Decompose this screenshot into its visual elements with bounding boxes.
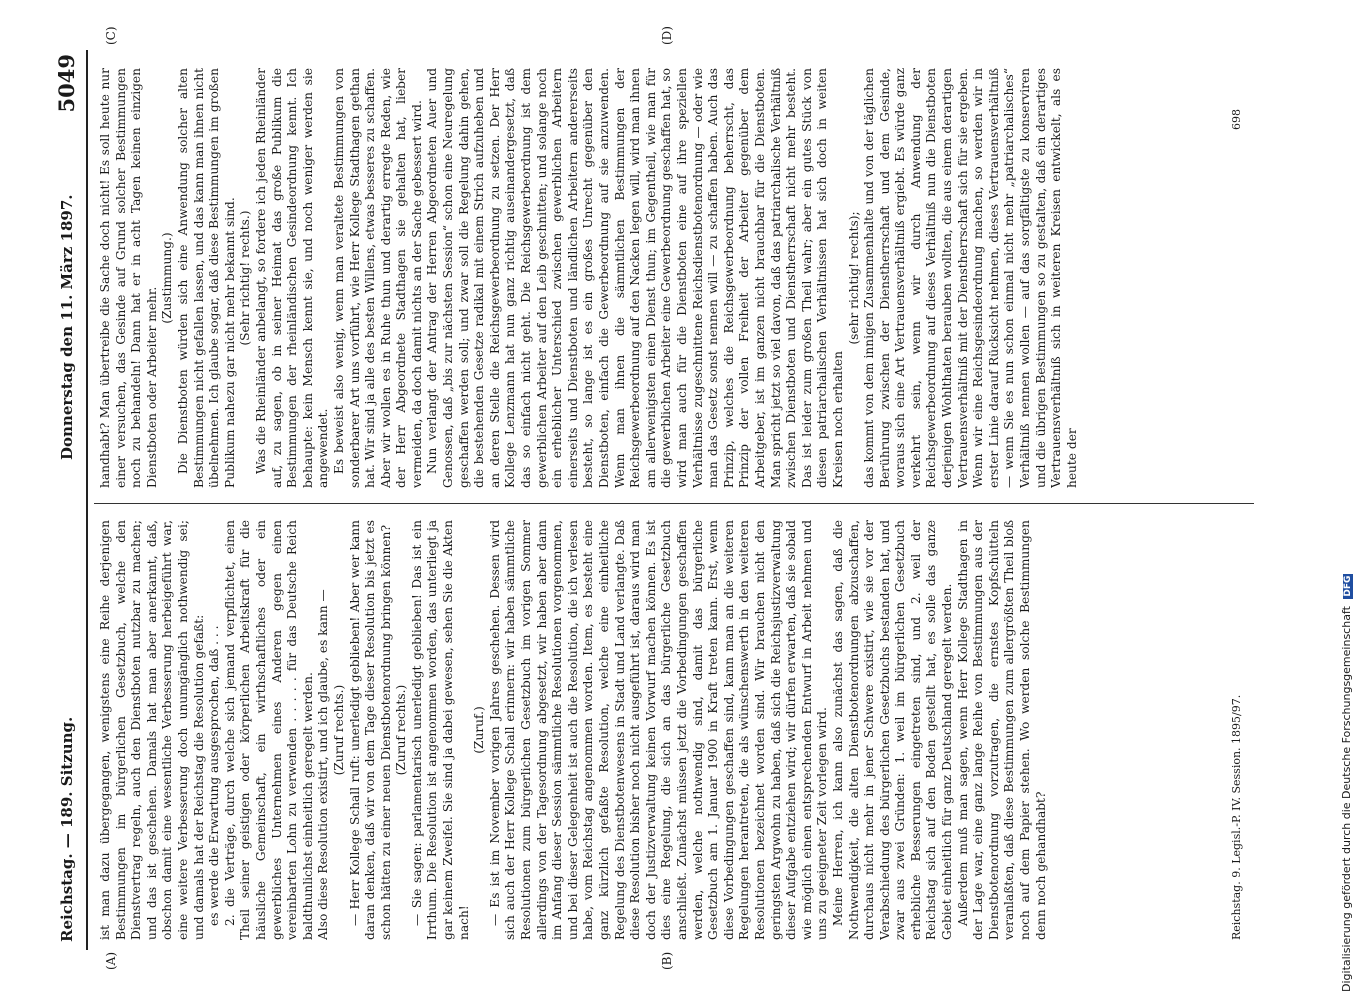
paragraph: Außerdem muß man sagen, wenn Herr Kollege Stadthagen in der Lage war, eine ganz lange Reihe von Bestimmungen aus der Dienstbotenordnung vorzutragen, die ernstes Kopfschütteln veranlaßten, daß diese Bestimmungen zum allergrößten Theil bloß noch auf dem Papier stehen. Wo werden solche Bestimmungen denn noch gehandhabt? [955, 520, 1048, 940]
paragraph: — Sie sagen: parlamentarisch unerledigt geblieben! Das ist ein Irrthum. Die Resolution ist angenommen worden, das unterliegt ja gar keinem Zweifel. Sie sind ja dabei gewesen, sehen Sie die Akten nach! [409, 520, 471, 940]
margin-mark-d: (D) [660, 26, 674, 45]
interjection: (Zuruf.) [472, 706, 487, 754]
header-date: Donnerstag den 11. März 1897. [58, 194, 76, 460]
paragraph: das kommt von dem innigen Zusammenhalte und von der täglichen Berührung zwischen der Dienstherrschaft und dem Gesinde, woraus sich eine Art Vertrauensverhältniß ergiebt. Es würde ganz verkehrt sein, wenn wir durch Anwendung der Reichsgewerbeordnung auf dieses Verhältniß nun die Dienstboten derjenigen Wohlthaten berauben wollten, die aus einem derartigen Vertrauensverhältniß mit der Dienstherrschaft sich für sie ergeben. Wenn wir eine Reichsgesindeordnung machen, so werden wir in erster Linie darauf Rücksicht nehmen, dieses Vertrauensverhältniß — wenn Sie es nun schon einmal nicht mehr „patriarchalisches“ Verhältniß nennen wollen — auf das sorgfältigste zu konserviren und die übrigen Bestimmungen so zu gestalten, daß ein derartiges Vertrauensverhältniß sich in weiteren Kreisen entwickelt, als es heute der [862, 68, 1079, 488]
footer-signature: Reichstag. 9. Legisl.-P. IV. Session. 1895/97. [1230, 694, 1243, 940]
margin-mark-c: (C) [104, 26, 118, 45]
digitization-credit [1340, 8, 1353, 992]
paragraph: Meine Herren, ich kann also zunächst das sagen, daß die Nothwendigkeit, die alten Dienstbotenordnungen abzuschaffen, durchaus nicht mehr in jener Schwere existirt, wie sie vor der Verabschiedung des bürgerlichen Gesetzbuchs bestanden hat, und zwar aus zwei Gründen: 1. weil im bürgerlichen Gesetzbuch erhebliche Besserungen eingetreten sind, und 2. weil der Reichstag sich auf den Boden gestellt hat, es solle das ganze Gebiet einheitlich für ganz Deutschland geregelt werden. [830, 520, 955, 940]
paragraph: handhabt? Man übertreibe die Sache doch nicht! Es soll heute nur einer versuchen, das Gesinde auf Grund solcher Bestimmungen noch zu behandeln! Dann hat er in acht Tagen keinen einzigen Dienstboten oder Arbeiter mehr. [98, 68, 159, 488]
interjection: (sehr richtig! rechts); [846, 211, 861, 345]
paragraph: Also diese Resolution existirt, und ich glaube, es kann — [316, 589, 331, 940]
paragraph: ist man dazu übergegangen, wenigstens eine Reihe derjenigen Bestimmungen im bürgerlichen Gesetzbuch, welche den Dienstvertrag regeln, auch den Dienstboten nutzbar zu machen; und das ist geschehen. Damals hat man aber anerkannt, daß, obschon damit eine wesentliche Verbesserung herbeigeführt war, eine weitere Verbesserung doch unumgänglich nothwendig sei; und damals hat der Reichstag die Resolution gefaßt: [98, 520, 206, 940]
interjection: (Zustimmung.) [160, 232, 175, 324]
credit-text: Digitalisierung gefördert durch die Deutsche Forschungsgemeinschaft [1340, 606, 1353, 992]
column-divider [94, 503, 1254, 504]
paragraph: es werde die Erwartung ausgesprochen, daß . . . [207, 625, 222, 926]
paragraph: Die Dienstboten würden sich eine Anwendung solcher alten Bestimmungen nicht gefallen lassen, und das kann man ihnen nicht übelnehmen. Ich glaube sogar, daß diese Bestimmungen im großen Publikum nahezu gar nicht mehr bekannt sind. [175, 68, 237, 488]
paragraph: Nun verlangt der Antrag der Herren Abgeordneten Auer und Genossen, daß „bis zur nächsten Session“ schon eine Neuregelung geschaffen werden soll; und zwar soll die Regelung dahin gehen, die bestehenden Gesetze radikal mit einem Strich aufzuheben und an deren Stelle die Reichsgewerbeordnung zu setzen. Der Herr Kollege Lenzmann hat nun ganz richtig auseinandergesetzt, daß das so einfach nicht geht. Die Reichsgewerbeordnung ist dem gewerblichen Arbeiter auf den Leib geschnitten; und solange noch ein erheblicher Unterschied zwischen gewerblichen Arbeitern einerseits und Dienstboten und ländlichen Arbeitern andererseits besteht, so lange ist es ein großes Unrecht gegenüber den Dienstboten, einfach die Gewerbeordnung auf sie anzuwenden. Wenn man ihnen die sämmtlichen Bestimmungen der Reichsgewerbeordnung auf den Nacken legen will, wird man ihnen am allerwenigsten einen Dienst thun; im Gegentheil, wie man für die gewerblichen Arbeiter eine Gewerbeordnung geschaffen hat, so wird man auch für die Dienstboten eine auf ihre speziellen Verhältnisse zugeschnittene Reichsdienstbotenordnung — oder wie man das Gesetz sonst nennen will — zu schaffen haben. Auch das Prinzip, welches die Reichsgewerbeordnung beherrscht, das Prinzip der vollen Freiheit der Arbeiter gegenüber dem Arbeitgeber, ist im ganzen nicht brauchbar für die Dienstboten. Man spricht jetzt so viel davon, daß das patriarchalische Verhältniß zwischen Dienstboten und Dienstherrschaft nicht mehr besteht. Das ist leider zum großen Theil wahr; aber ein gutes Stück von diesen patriarchalischen Verhältnissen hat sich doch in weiten Kreisen noch erhalten [425, 68, 845, 488]
footer-sheet-number: 698 [1230, 109, 1243, 130]
interjection: (Zuruf rechts.) [394, 684, 409, 776]
paragraph: Was die Rheinländer anbelangt, so fordere ich jeden Rheinländer auf, zu sagen, ob in seiner Heimat das große Publikum die Bestimmungen der rheinländischen Gesindeordnung kennt. Ich behaupte: kein Mensch kennt sie, und noch weniger werden sie angewendet. [253, 68, 331, 488]
header-title-left: Reichstag. — 189. Sitzung. [58, 716, 76, 942]
interjection: (Zuruf rechts.) [331, 684, 346, 776]
paragraph: 2. die Verträge, durch welche sich jemand verpflichtet, einen Theil seiner geistigen oder körperlichen Arbeitskraft für die häusliche Gemeinschaft, ein wirthschaftliches oder ein gewerbliches Unternehmen eines Anderen gegen einen vereinbarten Lohn zu verwenden . . . . . für das Deutsche Reich baldthunlichst einheitlich geregelt werden. [222, 520, 315, 940]
paragraph: — Herr Kollege Schall ruft: unerledigt geblieben! Aber wer kann daran denken, daß wir von dem Tage dieser Resolution bis jetzt es schon hätten zu einer neuen Dienstbotenordnung bringen können? [347, 520, 393, 940]
paragraph: Es beweist also wenig, wenn man veraltete Bestimmungen von sonderbarer Art uns vorführt, wie Herr Kollege Stadthagen gethan hat. Wir sind ja alle des besten Willens, etwas besseres zu schaffen. Aber wir wollen es in Ruhe thun und derartig erregte Reden, wie der Herr Abgeordnete Stadthagen sie gehalten hat, lieber vermeiden, da doch damit nichts an der Sache gebessert wird. [331, 68, 424, 488]
paragraph: — Es ist im November vorigen Jahres geschehen. Dessen wird sich auch der Herr Kollege Schall erinnern: wir haben sämmtliche Resolutionen zum bürgerlichen Gesetzbuch im vorigen Sommer allerdings von der Tagesordnung abgesetzt, wir haben aber dann im Anfang dieser Session sämmtliche Resolutionen vorgenommen, und bei dieser Gelegenheit ist auch die Resolution, die ich verlesen habe, vom Reichstag angenommen worden. Item, es besteht eine ganz kürzlich gefaßte Resolution, welche eine einheitliche Regelung des Dienstbotenwesens in Stadt und Land verlangte. Daß diese Resolution bisher noch nicht ausgeführt ist, daraus wird man doch der Justizverwaltung keinen Vorwurf machen können. Es ist dies eine Regelung, die sich an das bürgerliche Gesetzbuch anschließt. Zunächst müssen jetzt die Vorbedingungen geschaffen werden, welche nothwendig sind, damit das bürgerliche Gesetzbuch am 1. Januar 1900 in Kraft treten kann. Erst, wenn diese Vorbedingungen geschaffen sind, kann man an die weiteren Regelungen herantreten, die als wünschenswerth in den weiteren Resolutionen bezeichnet worden sind. Wir brauchen nicht den geringsten Argwohn zu haben, daß sich die Reichsjustizverwaltung dieser Aufgabe entziehen wird; wir dürfen erwarten, daß sie sobald wie möglich einen entsprechenden Entwurf in Arbeit nehmen und uns zu geeigneter Zeit vorlegen wird. [487, 520, 830, 940]
dfg-logo: DFG [1343, 575, 1353, 597]
page-header [52, 50, 88, 950]
right-column [98, 68, 1248, 488]
interjection: (Sehr richtig! rechts.) [238, 210, 253, 346]
left-column [98, 520, 1248, 940]
margin-mark-b: (B) [660, 951, 674, 970]
page-number: 5049 [54, 54, 79, 113]
margin-mark-a: (A) [104, 951, 118, 970]
